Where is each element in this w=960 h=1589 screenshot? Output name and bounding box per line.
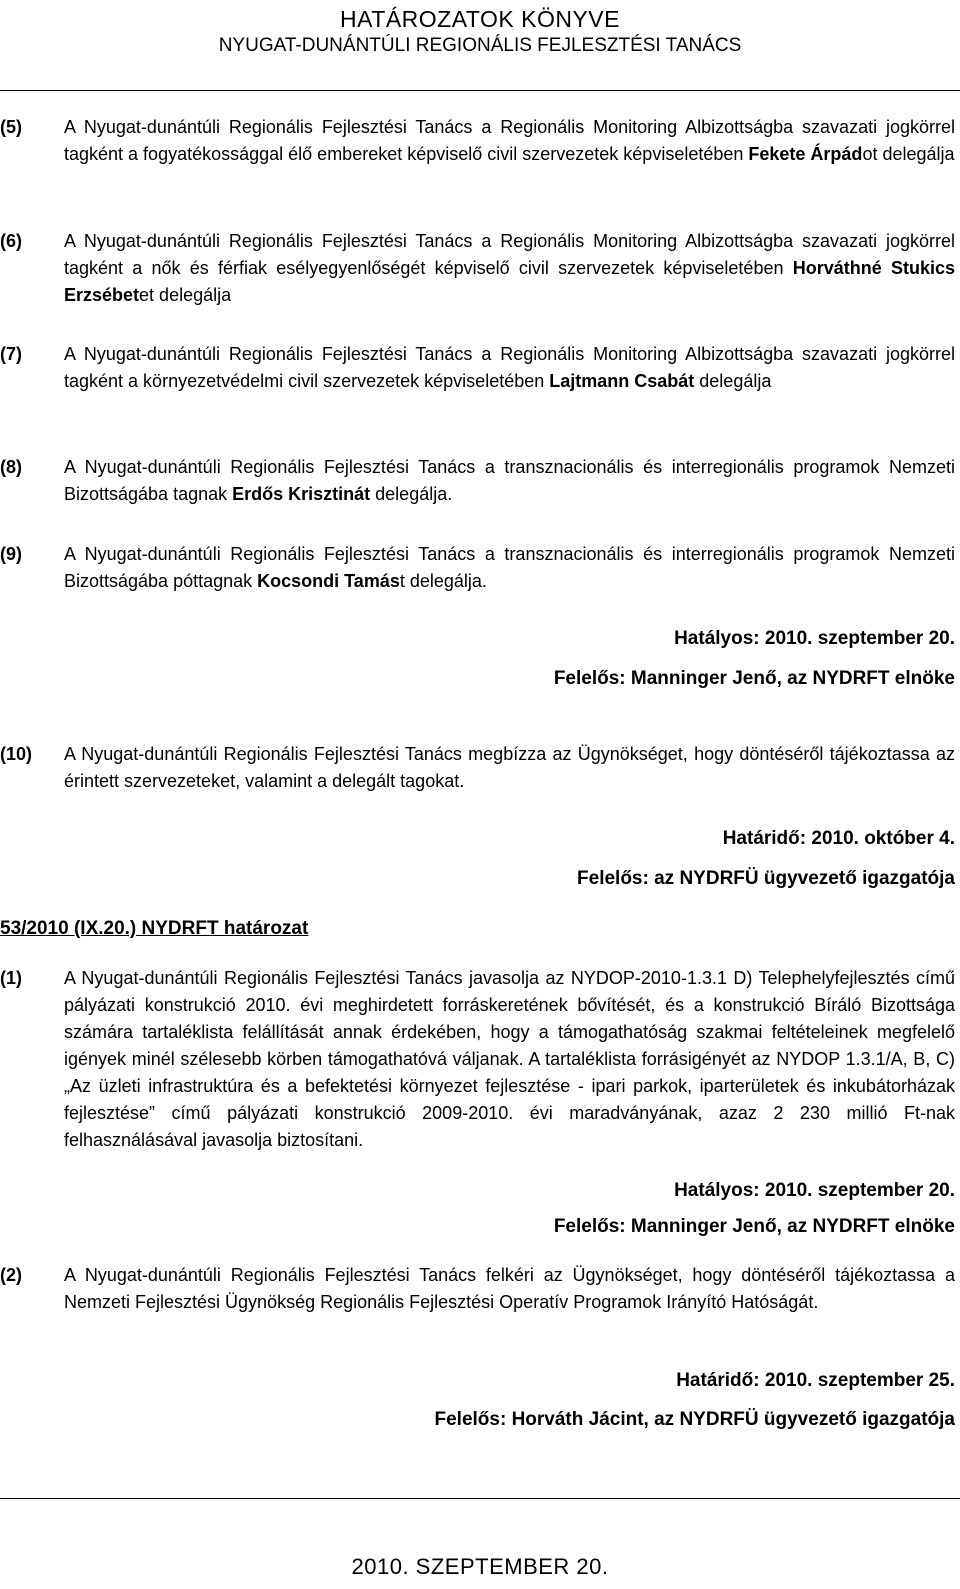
resolution-item-1 [0,965,955,1154]
responsible-person: Felelős: az NYDRFÜ ügyvezető igazgatója [577,868,955,889]
list-item-6 [0,228,955,309]
item-number: (10) [0,744,33,764]
responsible-person: Felelős: Manninger Jenő, az NYDRFT elnöke [553,1216,955,1237]
footer-date: 2010. SZEPTEMBER 20. [351,1554,609,1579]
deadline: Határidő: 2010. szeptember 25. [676,1370,955,1391]
item-number: (8) [0,457,22,477]
item-number: (1) [0,968,22,988]
effective-date: Hatályos: 2010. szeptember 20. [674,628,955,649]
item-text: A Nyugat-dunántúli Regionális Fejlesztési Tanács a Regionális Monitoring Albizottságba szavazati jogkörrel tagként a fogyatékossággal élő embereket képviselő civil szervezetek képviseletében Fekete Árpádot delegálja [64,117,955,164]
item-text: A Nyugat-dunántúli Regionális Fejlesztési Tanács a transznacionális és interregionális programok Nemzeti Bizottságába tagnak Erdős Krisztinát delegálja. [64,457,955,504]
delegate-name: Fekete Árpád [748,144,863,164]
item-text: A Nyugat-dunántúli Regionális Fejlesztési Tanács felkéri az Ügynökséget, hogy döntéséről tájékoztassa a Nemzeti Fejlesztési Ügynökség Regionális Fejlesztési Operatív Programok Irányító Hatóságát. [64,1265,955,1312]
item-number: (7) [0,344,22,364]
document-title: HATÁROZATOK KÖNYVE [340,6,620,32]
list-item-9 [0,541,955,595]
item-number: (2) [0,1265,22,1285]
item-number: (5) [0,117,22,137]
delegate-name: Horváthné Stukics Erzsébet [64,258,955,305]
list-item-10 [0,741,955,795]
resolution-title: 53/2010 (IX.20.) NYDRFT határozat [0,918,309,939]
footer-divider [0,1498,960,1499]
delegate-name: Erdős Krisztinát [232,484,371,504]
responsible-person: Felelős: Manninger Jenő, az NYDRFT elnöke [553,668,955,689]
item-number: (6) [0,231,22,251]
list-item-8 [0,454,955,508]
delegate-name: Lajtmann Csabát [549,371,695,391]
responsible-person: Felelős: Horváth Jácint, az NYDRFÜ ügyvezető igazgatója [434,1409,955,1430]
item-text: A Nyugat-dunántúli Regionális Fejlesztési Tanács javasolja az NYDOP-2010-1.3.1 D) Telephelyfejlesztés című pályázati konstrukció 2010. évi meghirdetett forráskeretének bővítését, és a konstrukció Bíráló Bizottsága számára tartaléklista felállítását annak érdekében, hogy a támogathatóság szakmai feltételeinek megfelelő igények minél szélesebb körben támogathatóvá váljanak. A tartaléklista forrásigényét az NYDOP 1.3.1/A, B, C) „Az üzleti infrastruktúra és a befektetési környezet fejlesztése - ipari parkok, iparterületek és inkubátorházak fejlesztése” című pályázati konstrukció 2009-2010. évi maradványának, azaz 2 230 millió Ft-nak felhasználásával javasolja biztosítani. [64,968,955,1150]
deadline: Határidő: 2010. október 4. [722,828,955,849]
delegate-name: Kocsondi Tamás [257,571,400,591]
document-subtitle: NYUGAT-DUNÁNTÚLI REGIONÁLIS FEJLESZTÉSI TANÁCS [218,35,742,56]
item-text: A Nyugat-dunántúli Regionális Fejlesztési Tanács a Regionális Monitoring Albizottságba szavazati jogkörrel tagként a nők és férfiak esélyegyenlőségét képviselő civil szervezetek képviseletében Horváthné Stukics Erzsébetet delegálja [64,231,955,305]
list-item-5 [0,114,955,168]
item-text: A Nyugat-dunántúli Regionális Fejlesztési Tanács a transznacionális és interregionális programok Nemzeti Bizottságába póttagnak Kocsondi Tamást delegálja. [64,544,955,591]
header-divider [0,90,960,91]
effective-date: Hatályos: 2010. szeptember 20. [674,1180,955,1201]
item-text: A Nyugat-dunántúli Regionális Fejlesztési Tanács a Regionális Monitoring Albizottságba szavazati jogkörrel tagként a környezetvédelmi civil szervezetek képviseletében Lajtmann Csabát delegálja [64,344,955,391]
item-text: A Nyugat-dunántúli Regionális Fejlesztési Tanács megbízza az Ügynökséget, hogy döntéséről tájékoztassa az érintett szervezeteket, valamint a delegált tagokat. [64,744,955,791]
list-item-7 [0,341,955,395]
resolution-item-2 [0,1262,955,1316]
item-number: (9) [0,544,22,564]
